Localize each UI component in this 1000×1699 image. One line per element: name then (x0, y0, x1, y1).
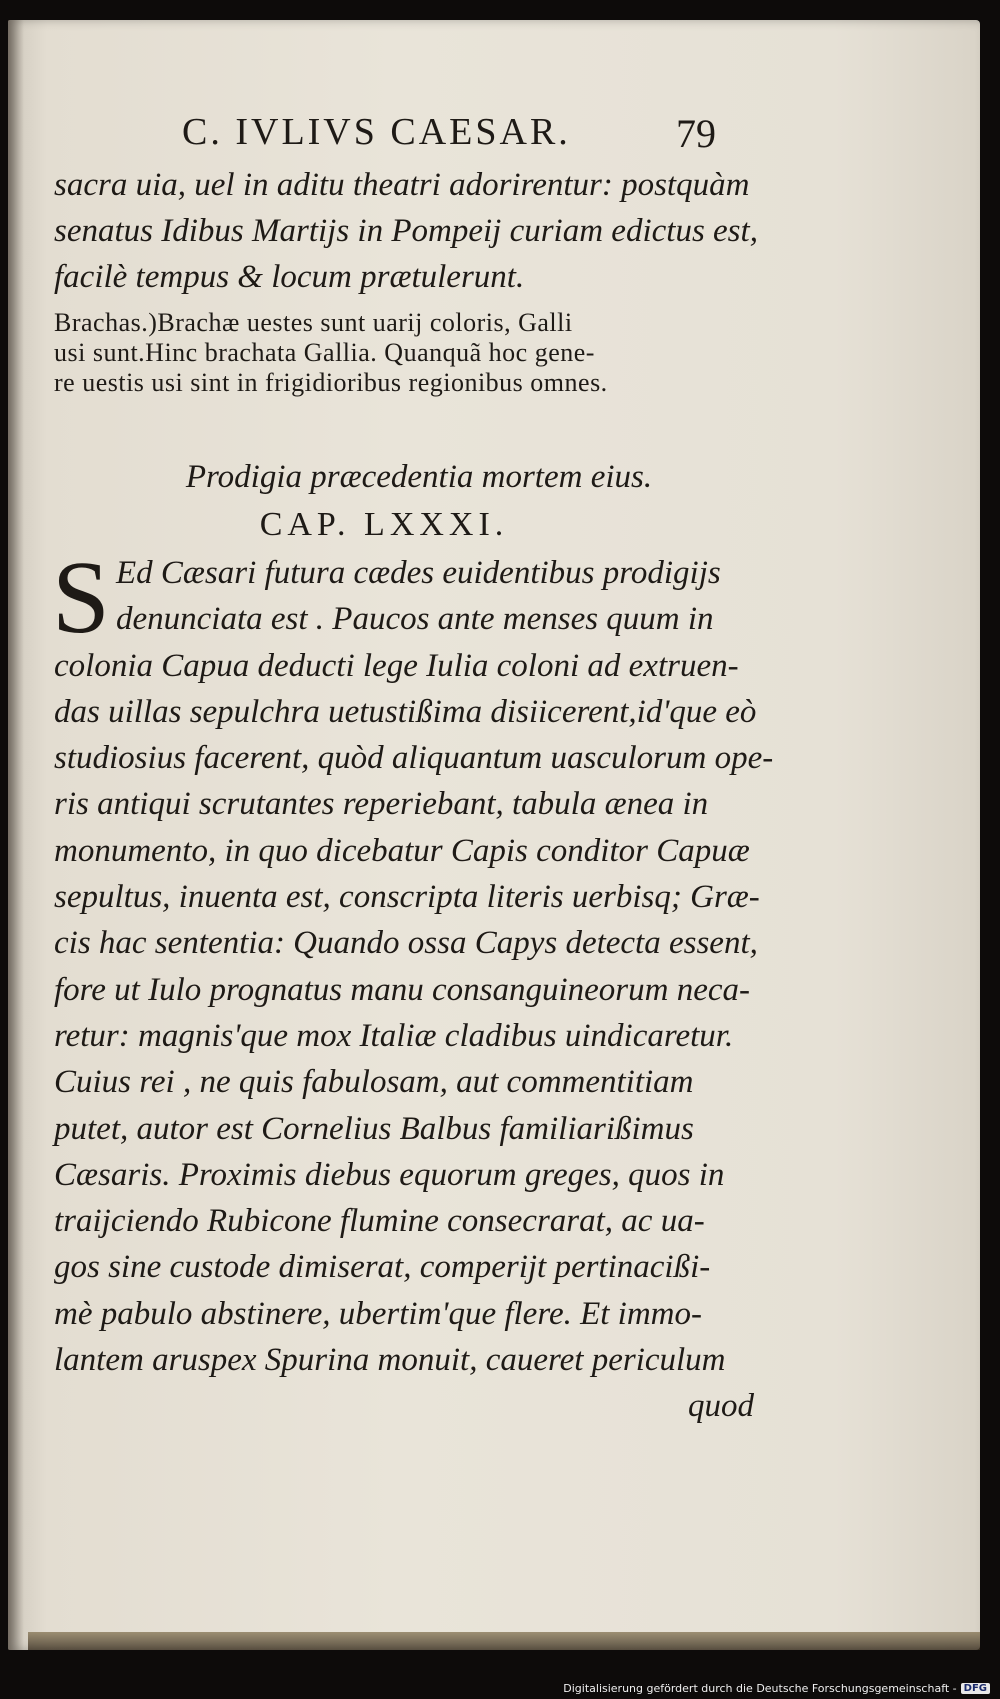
text-line: ris antiqui scrutantes reperiebant, tabula ænea in (54, 786, 709, 823)
text-line: sacra uia, uel in aditu theatri adorirentur: postquàm (54, 167, 750, 203)
page-number: 79 (676, 111, 716, 156)
chapter-number: CAP. LXXXI. (259, 506, 509, 543)
text-line: studiosius facerent, quòd aliquantum uasculorum ope- (54, 740, 774, 777)
drop-capital: S (52, 540, 110, 655)
text-line: retur: magnis'que mox Italiæ cladibus uindicaretur. (54, 1017, 734, 1054)
running-title: C. IVLIVS CAESAR. (182, 111, 571, 153)
text-line: cis hac sententia: Quando ossa Capys detecta essent, (54, 925, 758, 962)
chapter-heading: Prodigia præcedentia mortem eius. (185, 459, 653, 495)
commentary-note (54, 308, 754, 398)
catchword: quod (688, 1388, 754, 1425)
text-line: Cuius rei , ne quis fabulosam, aut commentitiam (54, 1064, 694, 1101)
text-line: Ed Cæsari futura cædes euidentibus prodigijs (116, 555, 721, 591)
text-line: das uillas sepulchra uetustißima disiicerent,id'que eò (54, 693, 757, 730)
text-line: facilè tempus & locum prætulerunt. (54, 259, 525, 295)
note-line: Brachas.)Brachæ uestes sunt uarij coloris, Galli (54, 308, 573, 337)
text-line: denunciata est . Paucos ante menses quum in (116, 601, 714, 638)
spine-shadow (8, 20, 24, 1650)
chapter-body (52, 540, 774, 1430)
text-line: monumento, in quo dicebatur Capis conditor Capuæ (54, 832, 750, 869)
text-line: fore ut Iulo prognatus manu consanguineorum neca- (54, 971, 750, 1008)
digitization-credit (563, 1682, 990, 1695)
credit-text: Digitalisierung gefördert durch die Deutsche Forschungsgemeinschaft - (563, 1682, 957, 1695)
text-line: lantem aruspex Spurina monuit, caueret periculum (54, 1342, 726, 1379)
text-line: mè pabulo abstinere, ubertim'que flere. Et immo- (54, 1295, 702, 1332)
book-page (8, 20, 980, 1650)
text-block (52, 110, 774, 1430)
running-head (54, 110, 754, 162)
text-line: colonia Capua deducti lege Iulia coloni ad extruen- (54, 647, 739, 684)
text-line: Cæsaris. Proximis diebus equorum greges, quos in (54, 1156, 725, 1193)
text-line: traijciendo Rubicone flumine consecrarat, ac ua- (54, 1203, 705, 1240)
page-edge-shadow (28, 1632, 980, 1650)
text-line: putet, autor est Cornelius Balbus familiarißimus (54, 1110, 694, 1147)
text-line: sepultus, inuenta est, conscripta literis uerbisq; Græ- (54, 879, 760, 916)
text-line: gos sine custode dimiserat, comperijt pertinacißi- (54, 1249, 711, 1286)
intro-paragraph (54, 162, 758, 300)
dfg-logo: DFG (961, 1683, 990, 1694)
note-line: re uestis usi sint in frigidioribus regionibus omnes. (54, 368, 608, 397)
note-line: usi sunt.Hinc brachata Gallia. Quanquã hoc gene- (54, 338, 595, 367)
text-line: senatus Idibus Martijs in Pompeij curiam edictus est, (54, 213, 758, 249)
